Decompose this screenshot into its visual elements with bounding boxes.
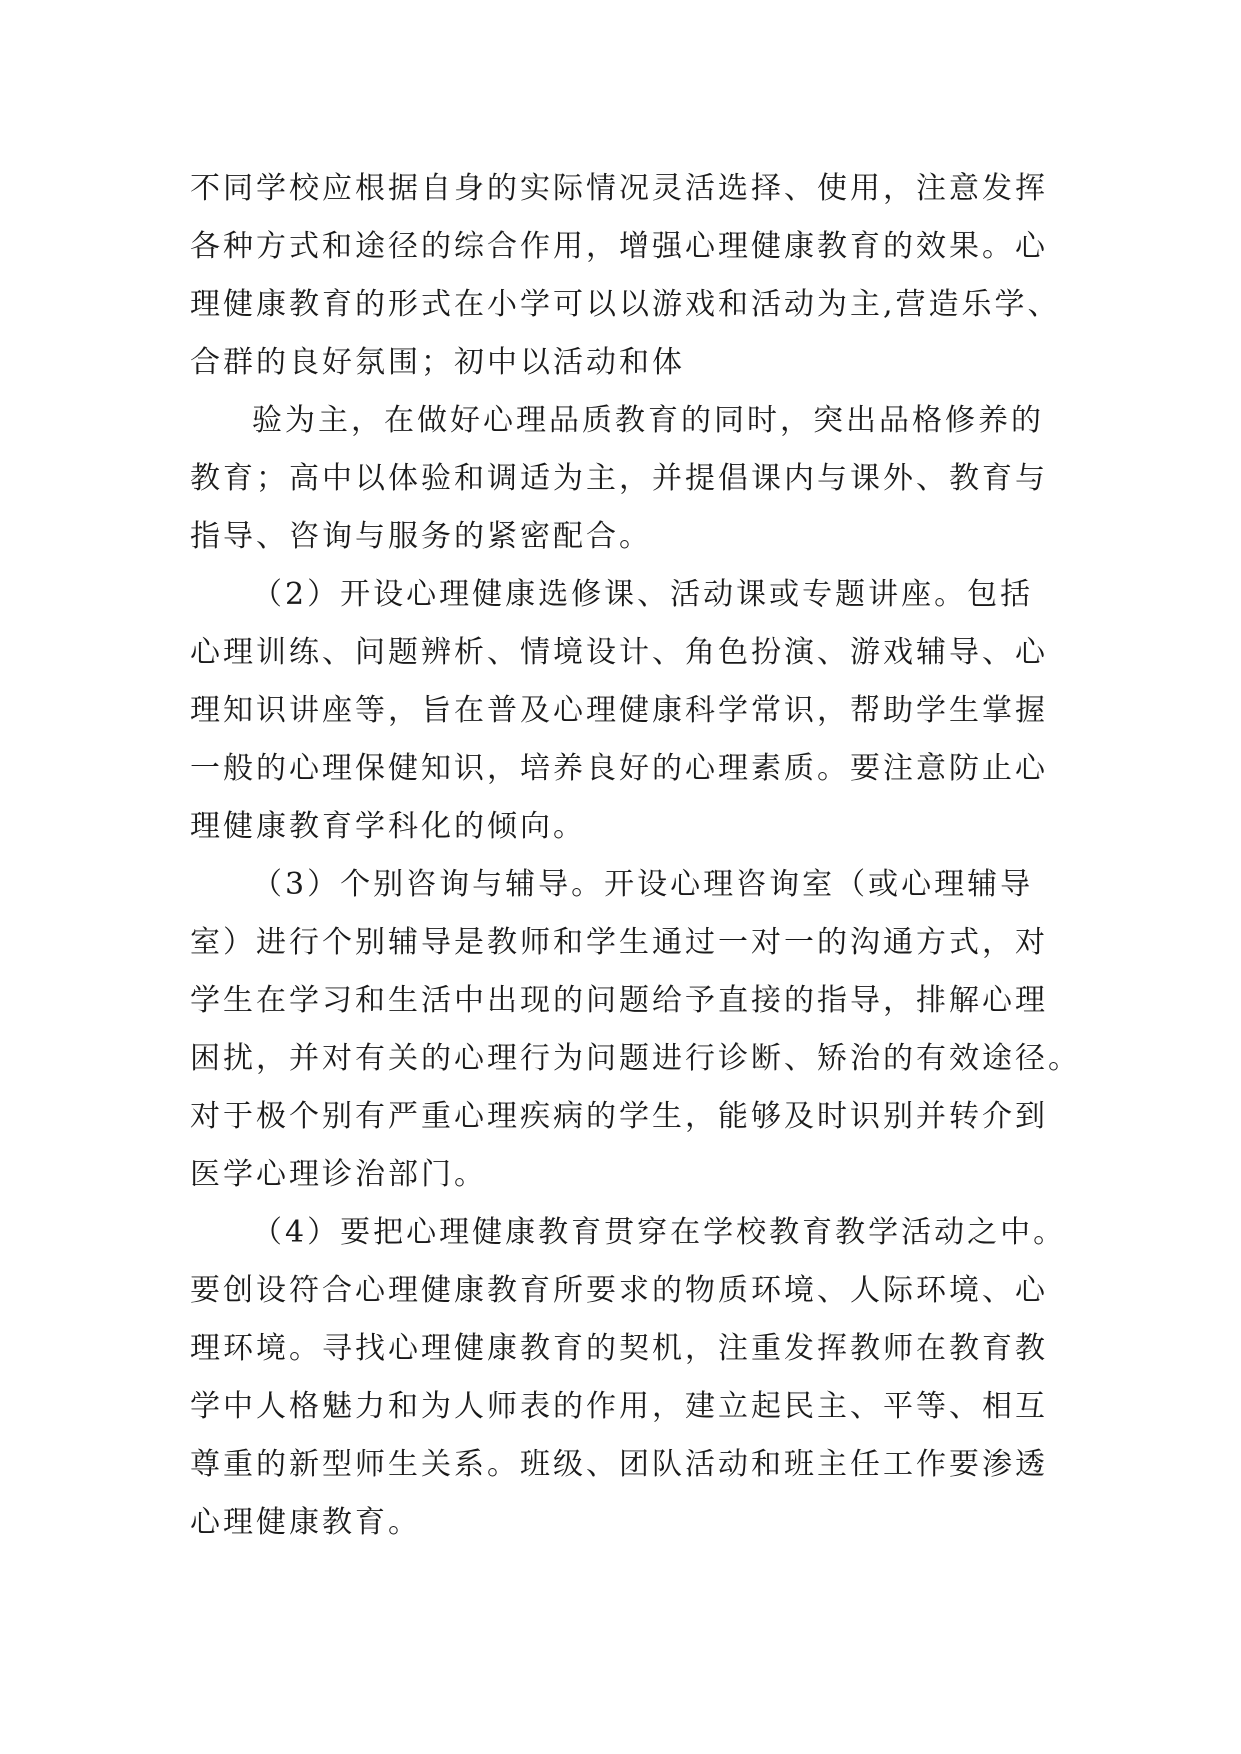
text-line: 心理训练、问题辨析、情境设计、角色扮演、游戏辅导、心 bbox=[190, 635, 1048, 670]
text-line: 对于极个别有严重心理疾病的学生，能够及时识别并转介到 bbox=[190, 1099, 1048, 1134]
text-line: 尊重的新型师生关系。班级、团队活动和班主任工作要渗透 bbox=[190, 1447, 1048, 1482]
text-line: 合群的良好氛围；初中以活动和体 bbox=[190, 345, 685, 380]
text-line: 各种方式和途径的综合作用，增强心理健康教育的效果。心 bbox=[190, 229, 1048, 264]
text-line: 理环境。寻找心理健康教育的契机，注重发挥教师在教育教 bbox=[190, 1331, 1048, 1366]
text-line: 学生在学习和生活中出现的问题给予直接的指导，排解心理 bbox=[190, 983, 1048, 1018]
text-line: 理健康教育的形式在小学可以以游戏和活动为主,营造乐学、 bbox=[190, 287, 1061, 322]
text-line: 心理健康教育。 bbox=[190, 1505, 421, 1540]
text-line: 医学心理诊治部门。 bbox=[190, 1157, 487, 1192]
text-line: 室）进行个别辅导是教师和学生通过一对一的沟通方式，对 bbox=[190, 925, 1048, 960]
text-line: 不同学校应根据自身的实际情况灵活选择、使用，注意发挥 bbox=[190, 171, 1048, 206]
text-line: 理知识讲座等，旨在普及心理健康科学常识，帮助学生掌握 bbox=[190, 693, 1048, 728]
text-line: 教育；高中以体验和调适为主，并提倡课内与课外、教育与 bbox=[190, 461, 1048, 496]
text-line: （4）要把心理健康教育贯穿在学校教育教学活动之中。 bbox=[252, 1215, 1067, 1250]
text-line: 学中人格魅力和为人师表的作用，建立起民主、平等、相互 bbox=[190, 1389, 1048, 1424]
body-text bbox=[190, 160, 1090, 1552]
text-line: 理健康教育学科化的倾向。 bbox=[190, 809, 586, 844]
text-line: 一般的心理保健知识，培养良好的心理素质。要注意防止心 bbox=[190, 751, 1048, 786]
text-line: 困扰，并对有关的心理行为问题进行诊断、矫治的有效途径。 bbox=[190, 1041, 1081, 1076]
text-line: 指导、咨询与服务的紧密配合。 bbox=[190, 519, 652, 554]
text-line: 要创设符合心理健康教育所要求的物质环境、人际环境、心 bbox=[190, 1273, 1048, 1308]
text-line: 验为主，在做好心理品质教育的同时，突出品格修养的 bbox=[252, 403, 1044, 438]
text-line: （3）个别咨询与辅导。开设心理咨询室（或心理辅导 bbox=[252, 867, 1034, 902]
text-line: （2）开设心理健康选修课、活动课或专题讲座。包括 bbox=[252, 577, 1034, 612]
